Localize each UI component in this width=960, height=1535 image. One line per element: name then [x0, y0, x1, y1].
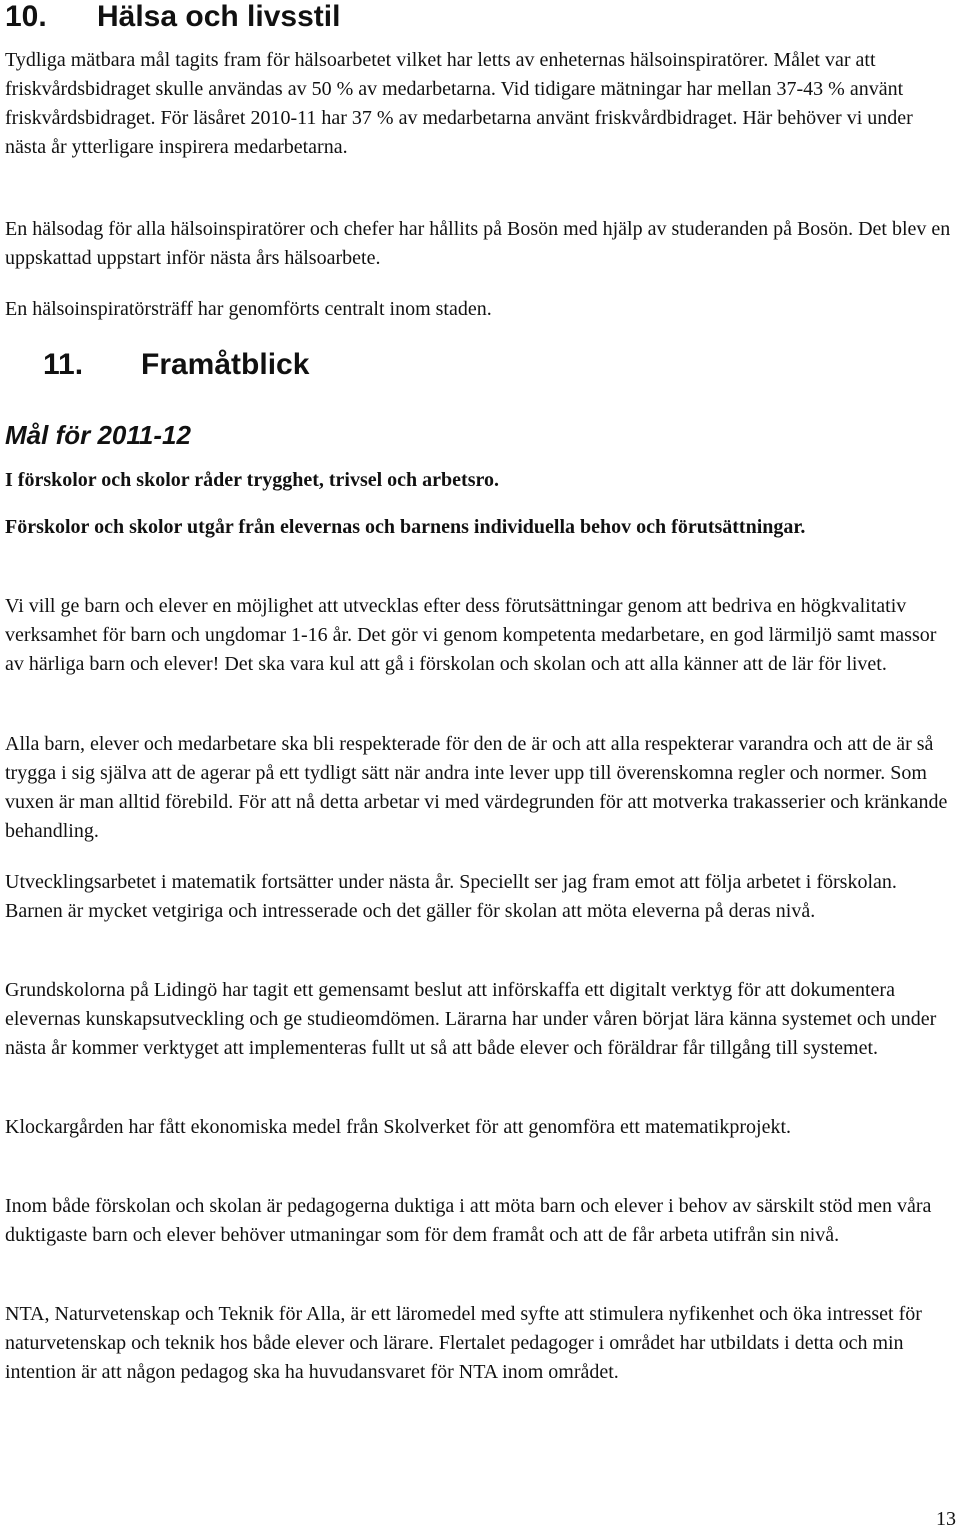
section-10-title: Hälsa och livsstil: [97, 0, 341, 33]
page-number: 13: [936, 1508, 956, 1530]
section-11-number: 11.: [43, 348, 84, 381]
section-11-paragraph: Inom både förskolan och skolan är pedagogerna duktiga i att möta barn och elever i behov av särskilt stöd men våra duktigaste barn och elever behöver utmaningar som för dem framåt och att de får arbeta utifrån sin nivå.: [5, 1195, 932, 1246]
section-11-paragraph: Alla barn, elever och medarbetare ska bli respekterade för den de är och att alla respekterar varandra och att de är så trygga i sig själva att de agerar på ett tydligt sätt när andra inte lever upp till överenskomna regler och normer. Som vuxen är man alltid förebild. För att nå detta arbetar vi med värdegrunden för att motverka trakasserier och kränkande behandling.: [5, 733, 948, 842]
section-11-paragraph: Utvecklingsarbetet i matematik fortsätter under nästa år. Speciellt ser jag fram emot att följa arbetet i förskolan. Barnen är mycket vetgiriga och intresserade och det gäller för skolan att möta eleverna på deras nivå.: [5, 871, 897, 922]
goal-statement: I förskolor och skolor råder trygghet, trivsel och arbetsro.: [5, 469, 500, 491]
section-11-title: Framåtblick: [141, 348, 310, 381]
section-11-paragraph: NTA, Naturvetenskap och Teknik för Alla, är ett läromedel med syfte att stimulera nyfikenhet och öka intresset för naturvetenskap och teknik hos både elever och lärare. Flertalet pedagoger i området har utbildats i detta och min intention är att någon pedagog ska ha huvudansvaret för NTA inom området.: [5, 1303, 922, 1383]
section-10-paragraph: En hälsoinspiratörsträff har genomförts centralt inom staden.: [5, 298, 492, 320]
section-10-number: 10.: [5, 0, 47, 33]
goals-subtitle: Mål för 2011-12: [5, 420, 191, 450]
section-11-paragraph: Vi vill ge barn och elever en möjlighet att utvecklas efter dess förutsättningar genom att bedriva en högkvalitativ verksamhet för barn och ungdomar 1-16 år. Det gör vi genom kompetenta medarbetare, en god lärmiljö samt massor av härliga barn och elever! Det ska vara kul att gå i förskolan och skolan och att alla känner att de lär för livet.: [5, 595, 937, 675]
section-10-paragraph: En hälsodag för alla hälsoinspiratörer och chefer har hållits på Bosön med hjälp av studeranden på Bosön. Det blev en uppskattad uppstart inför nästa års hälsoarbete.: [5, 218, 951, 269]
section-10-heading: [5, 0, 340, 34]
section-11-heading: [43, 348, 309, 382]
section-11-paragraph: Klockargården har fått ekonomiska medel från Skolverket för att genomföra ett matematikprojekt.: [5, 1116, 792, 1138]
goal-statement: Förskolor och skolor utgår från elevernas och barnens individuella behov och förutsättningar.: [5, 516, 806, 538]
section-11-paragraph: Grundskolorna på Lidingö har tagit ett gemensamt beslut att införskaffa ett digitalt verktyg för att dokumentera elevernas kunskapsutveckling och ge studieomdömen. Lärarna har under våren börjat lära känna systemet och under nästa år kommer verktyget att implementeras fullt ut så att både elever och föräldrar får tillgång till systemet.: [5, 979, 937, 1059]
section-10-paragraph: Tydliga mätbara mål tagits fram för hälsoarbetet vilket har letts av enheternas hälsoinspiratörer. Målet var att friskvårdsbidraget skulle användas av 50 % av medarbetarna. Vid tidigare mätningar har mellan 37-43 % använt friskvårdsbidraget. För läsåret 2010-11 har 37 % av medarbetarna använt friskvårdbidraget. Här behöver vi under nästa år ytterligare inspirera medarbetarna.: [5, 49, 913, 158]
